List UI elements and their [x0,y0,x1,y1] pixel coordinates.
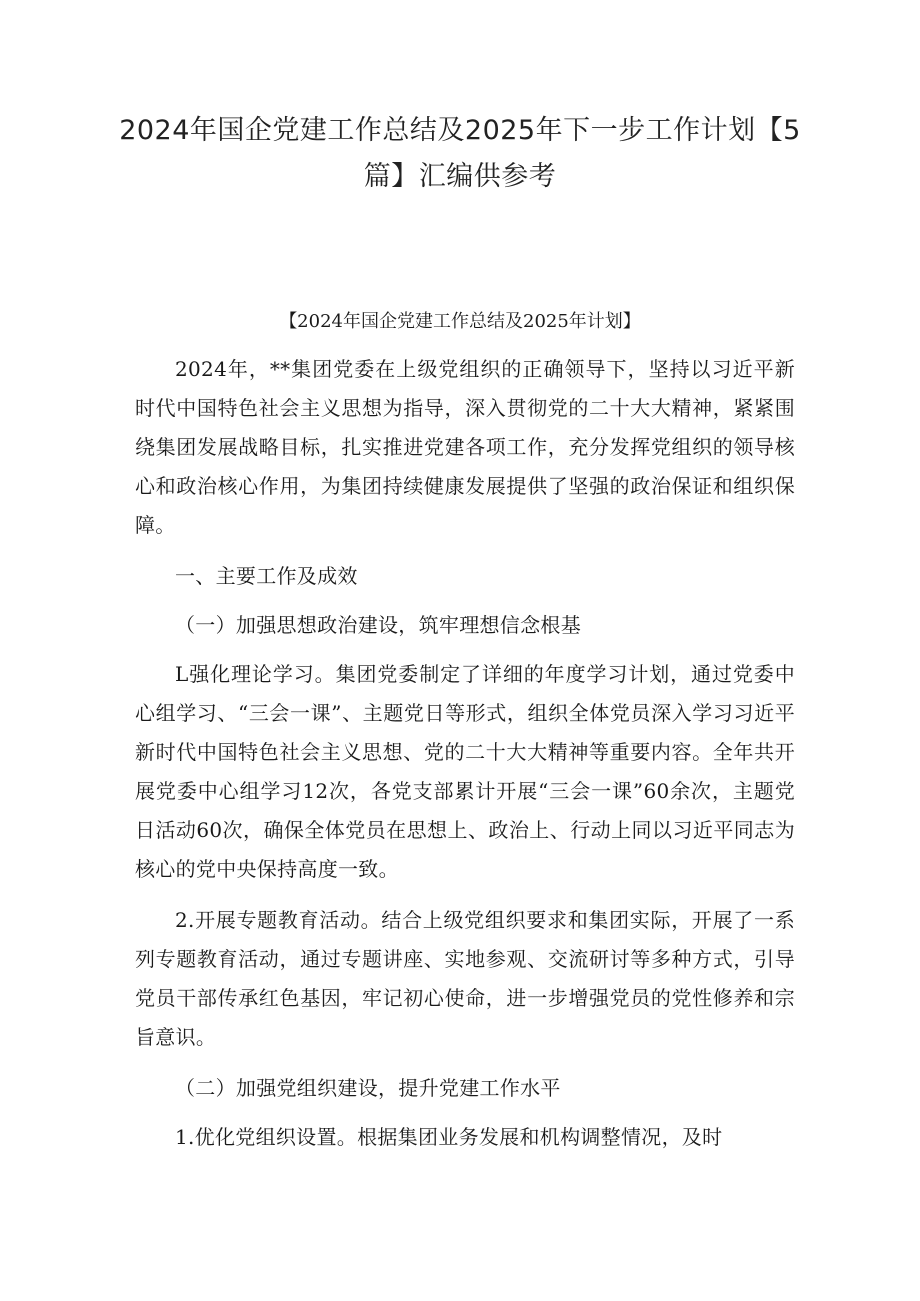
paragraph-intro: 2024年，**集团党委在上级党组织的正确领导下，坚持以习近平新时代中国特色社会主义思想为指导，深入贯彻党的二十大大精神，紧紧围绕集团发展战略目标，扎实推进党建各项工作，充分发挥党组织的领导核心和政治核心作用，为集团持续健康发展提供了坚强的政治保证和组织保障。 [135,357,795,537]
document-body [135,350,795,1169]
subheading-ideology: （一）加强思想政治建设，筑牢理想信念根基 [175,613,581,637]
subheading-organization: （二）加强党组织建设，提升党建工作水平 [175,1076,561,1100]
heading-main-work: 一、主要工作及成效 [175,564,358,588]
document-title: 2024年国企党建工作总结及2025年下一步工作计划【5篇】汇编供参考 [119,115,801,192]
paragraph-special-education: 2.开展专题教育活动。结合上级党组织要求和集团实际，开展了一系列专题教育活动，通过专题讲座、实地参观、交流研讨等多种方式，引导党员干部传承红色基因，牢记初心使命，进一步增强党员的党性修养和宗旨意识。 [135,908,795,1049]
paragraph-theory-study: L强化理论学习。集团党委制定了详细的年度学习计划，通过党委中心组学习、“三会一课”、主题党日等形式，组织全体党员深入学习习近平新时代中国特色社会主义思想、党的二十大大精神等重要内容。全年共开展党委中心组学习12次，各党支部累计开展“三会一课”60余次，主题党日活动60次，确保全体党员在思想上、政治上、行动上同以习近平同志为核心的党中央保持高度一致。 [135,662,795,881]
paragraph-optimize-org: 1.优化党组织设置。根据集团业务发展和机构调整情况，及时 [175,1125,723,1149]
section-heading: 【2024年国企党建工作总结及2025年计划】 [279,311,641,332]
